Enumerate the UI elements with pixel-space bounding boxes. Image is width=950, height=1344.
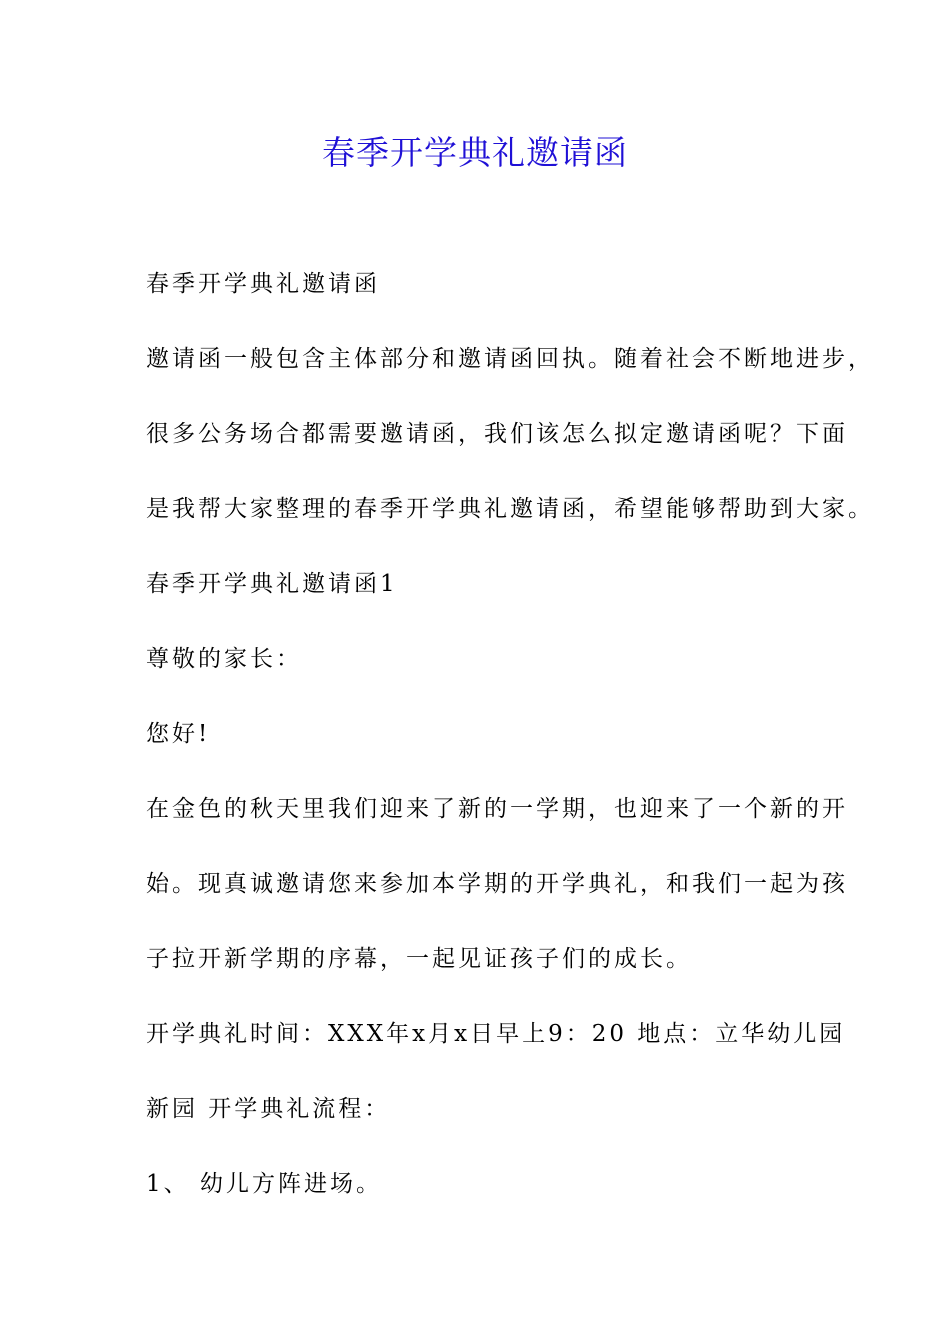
paragraph-line: 在金色的秋天里我们迎来了新的一学期，也迎来了一个新的开 <box>146 796 848 822</box>
salutation: 尊敬的家长： <box>146 646 302 672</box>
greeting: 您好! <box>146 721 211 747</box>
paragraph-line: 是我帮大家整理的春季开学典礼邀请函，希望能够帮助到大家。 <box>146 496 874 522</box>
paragraph-line: 很多公务场合都需要邀请函，我们该怎么拟定邀请函呢？下面 <box>146 421 848 447</box>
program-item: 1、 幼儿方阵进场。 <box>146 1171 382 1197</box>
subtitle-line: 春季开学典礼邀请函 <box>146 271 380 297</box>
event-program-heading: 新园 开学典礼流程： <box>146 1096 391 1122</box>
document-title: 春季开学典礼邀请函 <box>322 133 628 172</box>
paragraph-line: 邀请函一般包含主体部分和邀请函回执。随着社会不断地进步， <box>146 346 874 372</box>
paragraph-line: 子拉开新学期的序幕，一起见证孩子们的成长。 <box>146 946 692 972</box>
event-time-location: 开学典礼时间：XXX年x月x日早上9：20 地点：立华幼儿园 <box>146 1021 846 1047</box>
paragraph-line: 始。现真诚邀请您来参加本学期的开学典礼，和我们一起为孩 <box>146 871 848 897</box>
section-heading: 春季开学典礼邀请函1 <box>146 571 398 597</box>
